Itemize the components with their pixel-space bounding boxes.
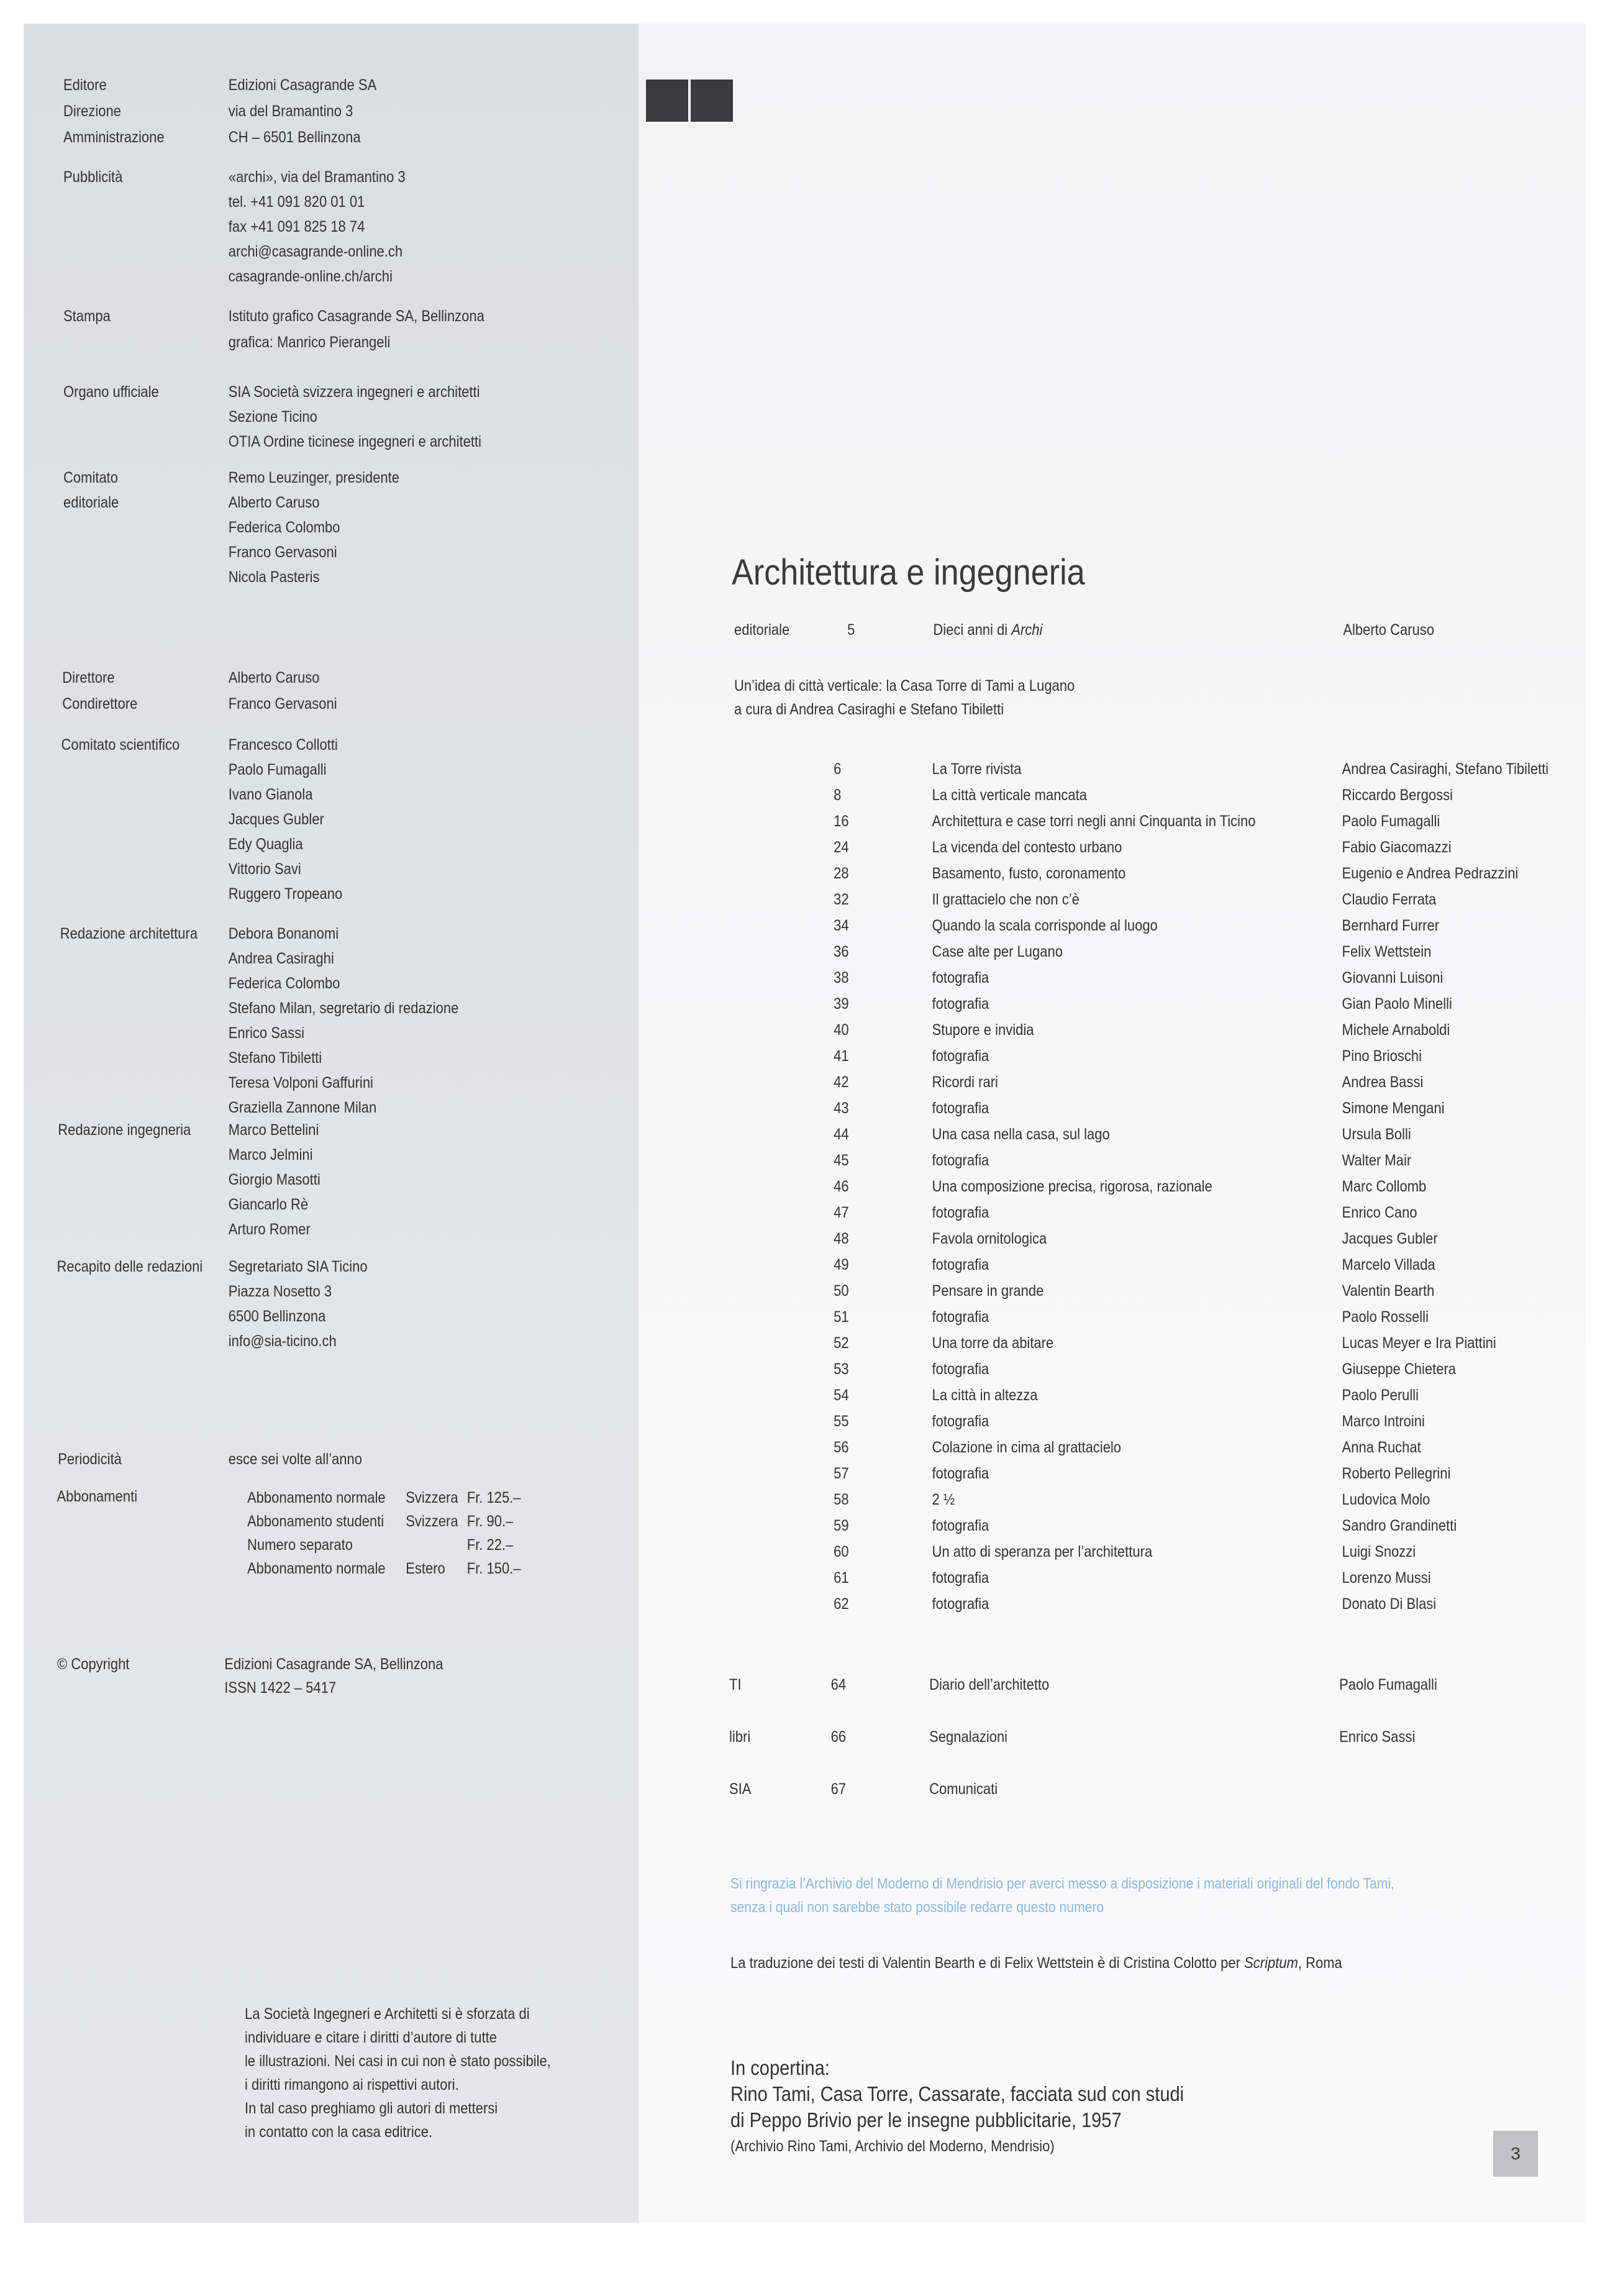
masthead-value: 6500 Bellinzona: [228, 1308, 326, 1325]
cover-line: di Peppo Brivio per le insegne pubblicitarie, 1957: [730, 2108, 1122, 2131]
masthead-value: archi@casagrande-online.ch: [228, 243, 403, 260]
subscription-price: Fr. 90.–: [466, 1513, 514, 1530]
cover-heading: In copertina:: [730, 2056, 830, 2079]
masthead-value: Federica Colombo: [228, 975, 340, 992]
copyright-label: © Copyright: [57, 1656, 130, 1673]
cover-credit: (Archivio Rino Tami, Archivio del Moderno, Mendrisio): [730, 2138, 1055, 2155]
masthead-label: Recapito delle redazioni: [57, 1258, 203, 1275]
toc-entry-title: fotografia: [932, 995, 989, 1013]
toc-entry-title: fotografia: [932, 1308, 989, 1326]
toc-page: 40: [834, 1021, 849, 1039]
subscription-price: Fr. 22.–: [466, 1536, 514, 1554]
masthead-label: Condirettore: [62, 695, 138, 713]
subscription-region: Svizzera: [406, 1489, 458, 1506]
toc-page: 8: [834, 786, 842, 804]
subscription-region: Estero: [406, 1560, 445, 1577]
masthead-value: Piazza Nosetto 3: [228, 1283, 332, 1300]
subscription-price: Fr. 150.–: [466, 1560, 521, 1577]
toc-author: Ludovica Molo: [1342, 1491, 1430, 1508]
masthead-label: Redazione architettura: [60, 925, 198, 942]
toc-author: Marcelo Villada: [1342, 1256, 1435, 1273]
toc-author: Giovanni Luisoni: [1342, 969, 1443, 986]
toc-entry-title: Una composizione precisa, rigorosa, razionale: [932, 1178, 1212, 1195]
masthead-label: Pubblicità: [63, 168, 123, 186]
masthead-value: Ivano Gianola: [228, 786, 313, 803]
toc-entry-title: fotografia: [932, 1569, 989, 1587]
masthead-value: Franco Gervasoni: [228, 544, 337, 561]
toc-entry-title: fotografia: [932, 1152, 989, 1169]
toc-entry-title: Diario dell’architetto: [929, 1676, 1050, 1693]
toc-page: 55: [834, 1413, 849, 1430]
masthead-label: Comitato: [63, 469, 119, 486]
masthead-value: Giancarlo Rè: [228, 1196, 309, 1213]
masthead-value: Edizioni Casagrande SA: [228, 76, 377, 94]
toc-page: 39: [834, 995, 849, 1013]
subscription-price: Fr. 125.–: [466, 1489, 521, 1506]
toc-entry-title: fotografia: [932, 1517, 989, 1534]
toc-page: 5: [847, 621, 855, 639]
toc-author: Alberto Caruso: [1343, 621, 1435, 639]
toc-author: Lorenzo Mussi: [1342, 1569, 1431, 1587]
toc-author: Giuseppe Chietera: [1342, 1360, 1457, 1378]
toc-entry-title: La città in altezza: [932, 1387, 1038, 1404]
toc-author: Riccardo Bergossi: [1342, 786, 1453, 804]
masthead-value: Andrea Casiraghi: [228, 950, 334, 967]
toc-entry-title: Una casa nella casa, sul lago: [932, 1126, 1110, 1143]
toc-page: 36: [834, 943, 849, 960]
toc-author: Jacques Gubler: [1342, 1230, 1438, 1247]
toc-entry-title: fotografia: [932, 1256, 989, 1273]
toc-page: 52: [834, 1334, 849, 1352]
masthead-value: Segretariato SIA Ticino: [228, 1258, 368, 1275]
rights-note-line: in contatto con la casa editrice.: [245, 2123, 433, 2141]
toc-entry-title: Segnalazioni: [929, 1728, 1008, 1746]
toc-page: 53: [834, 1360, 849, 1378]
toc-page: 54: [834, 1387, 849, 1404]
toc-entry-title: fotografia: [932, 1100, 989, 1117]
toc-author: Gian Paolo Minelli: [1342, 995, 1452, 1013]
subscription-type: Abbonamento studenti: [247, 1513, 384, 1530]
toc-page: 34: [834, 917, 849, 934]
masthead-value: Marco Bettelini: [228, 1121, 319, 1139]
toc-entry-title: Case alte per Lugano: [932, 943, 1063, 960]
toc-entry-title: La Torre rivista: [932, 760, 1022, 778]
toc-entry-title: fotografia: [932, 969, 989, 986]
rights-note-line: In tal caso preghiamo gli autori di mettersi: [245, 2100, 498, 2117]
masthead-value: Remo Leuzinger, presidente: [228, 469, 399, 486]
toc-entry-title: Quando la scala corrisponde al luogo: [932, 917, 1158, 934]
toc-author: Marc Collomb: [1342, 1178, 1427, 1195]
toc-entry-title: La vicenda del contesto urbano: [932, 839, 1122, 856]
toc-page: 46: [834, 1178, 849, 1195]
subscription-type: Abbonamento normale: [247, 1489, 386, 1506]
masthead-value: Vittorio Savi: [228, 860, 301, 878]
toc-page: 56: [834, 1439, 849, 1456]
toc-page: 38: [834, 969, 849, 986]
toc-author: Ursula Bolli: [1342, 1126, 1411, 1143]
toc-page: 62: [834, 1595, 849, 1613]
masthead-label: editoriale: [63, 494, 119, 511]
masthead-value: casagrande-online.ch/archi: [228, 268, 393, 285]
masthead-value: Stefano Tibiletti: [228, 1049, 322, 1067]
dossier-heading: [734, 674, 1075, 721]
toc-author: Fabio Giacomazzi: [1342, 839, 1452, 856]
toc-page: 66: [830, 1728, 847, 1746]
masthead-value: «archi», via del Bramantino 3: [228, 168, 406, 186]
toc-entry-title: Colazione in cima al grattacielo: [932, 1439, 1122, 1456]
masthead-value: Giorgio Masotti: [228, 1171, 321, 1188]
masthead-value: Edy Quaglia: [228, 836, 303, 853]
toc-author: Anna Ruchat: [1342, 1439, 1421, 1456]
toc-author: Felix Wettstein: [1342, 943, 1432, 960]
toc-page: 47: [834, 1204, 849, 1221]
rubric-section: SIA: [729, 1780, 752, 1798]
toc-author: Sandro Grandinetti: [1342, 1517, 1457, 1534]
toc-entry-title: fotografia: [932, 1047, 989, 1065]
masthead-value: Graziella Zannone Milan: [228, 1099, 377, 1116]
masthead-value: OTIA Ordine ticinese ingegneri e architetti: [228, 433, 481, 450]
toc-author: Andrea Bassi: [1342, 1073, 1424, 1091]
toc-author: Enrico Cano: [1342, 1204, 1417, 1221]
page-number: 3: [1493, 2131, 1538, 2177]
toc-page: 24: [834, 839, 849, 856]
masthead-value: Francesco Collotti: [228, 736, 338, 754]
masthead-value: Arturo Romer: [228, 1221, 311, 1238]
rights-note-line: La Società Ingegneri e Architetti si è sforzata di: [245, 2005, 530, 2023]
rights-note-line: le illustrazioni. Nei casi in cui non è stato possibile,: [245, 2052, 551, 2070]
masthead-value: Federica Colombo: [228, 519, 340, 536]
toc-page: 49: [834, 1256, 849, 1273]
subscription-type: Abbonamento normale: [247, 1560, 386, 1577]
toc-author: Paolo Rosselli: [1342, 1308, 1429, 1326]
masthead-label: Organo ufficiale: [63, 383, 159, 401]
toc-page: 32: [834, 891, 849, 908]
masthead-label: Periodicità: [58, 1451, 122, 1468]
toc-entry-title: fotografia: [932, 1360, 989, 1378]
toc-page: 58: [834, 1491, 849, 1508]
masthead-label: Redazione ingegneria: [58, 1121, 191, 1139]
toc-page: 43: [834, 1100, 849, 1117]
toc-entry-title: Pensare in grande: [932, 1282, 1044, 1300]
toc-author: Marco Introini: [1342, 1413, 1425, 1430]
masthead-label: Editore: [63, 76, 107, 94]
masthead-value: Marco Jelmini: [228, 1146, 313, 1164]
toc-page: 6: [834, 760, 842, 778]
toc-entry-title: 2 ½: [932, 1491, 955, 1508]
toc-author: Luigi Snozzi: [1342, 1543, 1416, 1560]
masthead-label: Direzione: [63, 102, 121, 120]
toc-author: Andrea Casiraghi, Stefano Tibiletti: [1342, 760, 1549, 778]
toc-author: Paolo Fumagalli: [1339, 1676, 1437, 1693]
toc-page: 16: [834, 813, 849, 830]
toc-page: 41: [834, 1047, 849, 1065]
masthead-value: info@sia-ticino.ch: [228, 1332, 337, 1350]
toc-author: Enrico Sassi: [1339, 1728, 1416, 1746]
block-square: [646, 80, 688, 122]
toc-page: 48: [834, 1230, 849, 1247]
toc-section: editoriale: [734, 621, 790, 639]
masthead-value: Teresa Volponi Gaffurini: [228, 1074, 373, 1091]
masthead-value: fax +41 091 825 18 74: [228, 218, 365, 235]
masthead-value: Franco Gervasoni: [228, 695, 337, 713]
masthead-label: Stampa: [63, 308, 111, 325]
masthead-value: Stefano Milan, segretario di redazione: [228, 1000, 459, 1017]
toc-page: 61: [834, 1569, 849, 1587]
toc-author: Bernhard Furrer: [1342, 917, 1440, 934]
toc-page: 45: [834, 1152, 849, 1169]
masthead-value: Debora Bonanomi: [228, 925, 339, 942]
toc-author: Paolo Perulli: [1342, 1387, 1419, 1404]
toc-entry-title: fotografia: [932, 1595, 989, 1613]
masthead-label: Amministrazione: [63, 129, 165, 146]
toc-page: 67: [830, 1780, 847, 1798]
toc-entry-title: Basamento, fusto, coronamento: [932, 865, 1126, 882]
toc-page: 44: [834, 1126, 849, 1143]
toc-entry-title: Dieci anni di Archi: [933, 621, 1043, 639]
toc-author: Lucas Meyer e Ira Piattini: [1342, 1334, 1496, 1352]
block-square: [691, 80, 733, 122]
toc-page: 59: [834, 1517, 849, 1534]
toc-page: 42: [834, 1073, 849, 1091]
toc-page: 57: [834, 1465, 849, 1482]
toc-page: 28: [834, 865, 849, 882]
copyright-publisher: Edizioni Casagrande SA, Bellinzona: [224, 1656, 443, 1673]
subscription-region: Svizzera: [406, 1513, 458, 1530]
toc-author: Eugenio e Andrea Pedrazzini: [1342, 865, 1519, 882]
toc-author: Roberto Pellegrini: [1342, 1465, 1451, 1482]
cover-line: Rino Tami, Casa Torre, Cassarate, facciata sud con studi: [730, 2082, 1184, 2105]
toc-author: Michele Arnaboldi: [1342, 1021, 1450, 1039]
toc-entry-title: Un atto di speranza per l’architettura: [932, 1543, 1153, 1560]
toc-page: 50: [834, 1282, 849, 1300]
masthead-value: CH – 6501 Bellinzona: [228, 129, 361, 146]
masthead-value: Enrico Sassi: [228, 1024, 305, 1042]
masthead-value: Alberto Caruso: [228, 669, 320, 686]
toc-entry-title: La città verticale mancata: [932, 786, 1088, 804]
masthead-value: esce sei volte all’anno: [228, 1451, 363, 1468]
toc-entry-title: Il grattacielo che non c’è: [932, 891, 1080, 908]
toc-author: Walter Mair: [1342, 1152, 1412, 1169]
toc-entry-title: fotografia: [932, 1465, 989, 1482]
toc-page: 60: [834, 1543, 849, 1560]
masthead-label: Comitato scientifico: [61, 736, 180, 754]
masthead-value: Nicola Pasteris: [228, 568, 320, 586]
toc-entry-title: fotografia: [932, 1204, 989, 1221]
subscription-type: Numero separato: [247, 1536, 353, 1554]
toc-author: Donato Di Blasi: [1342, 1595, 1437, 1613]
toc-author: Paolo Fumagalli: [1342, 813, 1440, 830]
toc-author: Valentin Bearth: [1342, 1282, 1435, 1300]
masthead-value: Sezione Ticino: [228, 408, 317, 426]
masthead-value: Ruggero Tropeano: [228, 885, 343, 903]
toc-entry-title: Favola ornitologica: [932, 1230, 1047, 1247]
masthead-value: tel. +41 091 820 01 01: [228, 193, 365, 211]
masthead-label: Abbonamenti: [57, 1488, 138, 1505]
acknowledgement: Si ringrazia l’Archivio del Moderno di Mendrisio per averci messo a disposizione i materiali originali del fondo Tami, senza i quali non sarebbe stato possibile redarre questo numero: [730, 1875, 1395, 1916]
masthead-value: Istituto grafico Casagrande SA, Bellinzona: [228, 308, 484, 325]
issn: ISSN 1422 – 5417: [224, 1679, 337, 1697]
masthead-label: Direttore: [62, 669, 115, 686]
toc-page: 51: [834, 1308, 849, 1326]
toc-entry-title: Una torre da abitare: [932, 1334, 1054, 1352]
dossier-title: Un’idea di città verticale: la Casa Torre di Tami a Lugano: [734, 677, 1075, 695]
toc-author: Pino Brioschi: [1342, 1047, 1422, 1065]
masthead-value: SIA Società svizzera ingegneri e architetti: [228, 383, 480, 401]
dossier-editors: a cura di Andrea Casiraghi e Stefano Tibiletti: [734, 701, 1004, 718]
toc-entry-title: Stupore e invidia: [932, 1021, 1034, 1039]
translation-credit: La traduzione dei testi di Valentin Bearth e di Felix Wettstein è di Cristina Colotto per Scriptum, Roma: [730, 1954, 1342, 1972]
toc-entry-title: fotografia: [932, 1413, 989, 1430]
toc-entry-title: Comunicati: [929, 1780, 998, 1798]
toc-author: Claudio Ferrata: [1342, 891, 1437, 908]
toc-author: Simone Mengani: [1342, 1100, 1445, 1117]
toc-entry-title: Architettura e case torri negli anni Cinquanta in Ticino: [932, 813, 1256, 830]
toc-title: Architettura e ingegneria: [732, 552, 1085, 593]
rubric-section: libri: [729, 1728, 751, 1746]
toc-entry-title: Ricordi rari: [932, 1073, 998, 1091]
masthead-value: Alberto Caruso: [228, 494, 320, 511]
rights-note-line: i diritti rimangono ai rispettivi autori.: [245, 2076, 459, 2093]
masthead-value: via del Bramantino 3: [228, 102, 353, 120]
rights-note-line: individuare e citare i diritti d’autore di tutte: [245, 2029, 497, 2046]
toc-page: 64: [830, 1676, 847, 1693]
masthead-value: grafica: Manrico Pierangeli: [228, 334, 391, 351]
masthead-value: Jacques Gubler: [228, 811, 324, 828]
rubric-section: TI: [729, 1676, 742, 1693]
cover-caption: [730, 2055, 1184, 2159]
masthead-value: Paolo Fumagalli: [228, 761, 327, 778]
